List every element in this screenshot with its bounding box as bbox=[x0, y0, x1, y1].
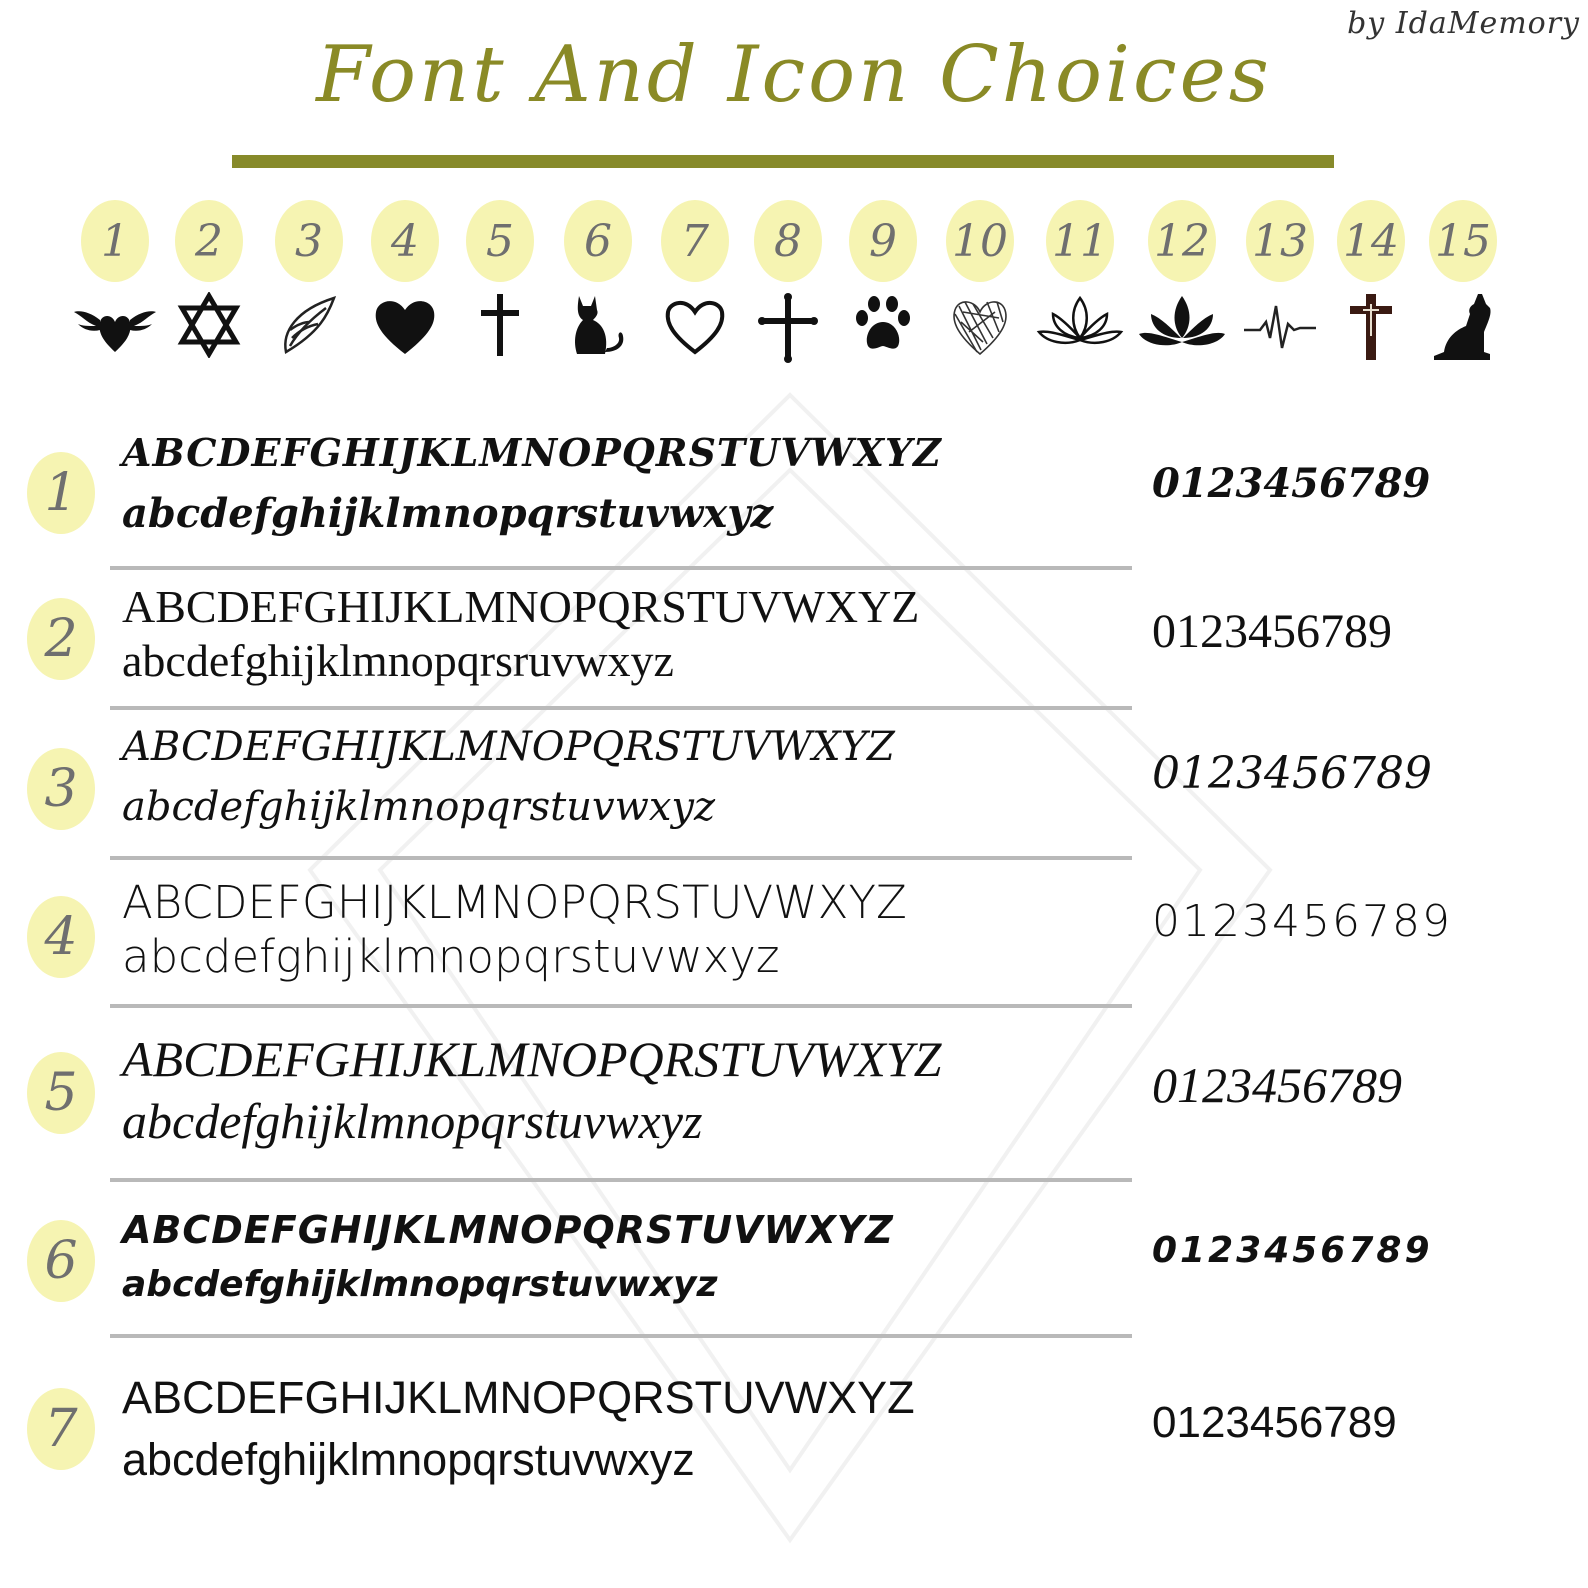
font-1-lowercase: abcdefghijklmnopqrstuvwxyz bbox=[122, 490, 774, 537]
byline: by IdaMemory bbox=[1347, 6, 1580, 41]
icon-number-badge: 7 bbox=[661, 200, 729, 282]
icon-choice-2[interactable] bbox=[164, 200, 254, 358]
font-7-uppercase: ABCDEFGHIJKLMNOPQRSTUVWXYZ bbox=[122, 1372, 915, 1423]
font-3-uppercase: ABCDEFGHIJKLMNOPQRSTUVWXYZ bbox=[122, 724, 895, 770]
lotus-outline-icon bbox=[1035, 292, 1125, 352]
icon-choice-12[interactable] bbox=[1137, 200, 1227, 352]
font-6-lowercase: abcdefghijklmnopqrstuvwxyz bbox=[122, 1264, 718, 1305]
icon-choice-7[interactable] bbox=[650, 200, 740, 358]
icon-choice-10[interactable] bbox=[935, 200, 1025, 358]
separator bbox=[110, 1178, 1132, 1182]
font-5-lowercase: abcdefghijklmnopqrstuvwxyz bbox=[122, 1093, 703, 1149]
font-number-badge: 4 bbox=[27, 896, 95, 978]
dog-icon bbox=[1430, 292, 1496, 362]
separator bbox=[110, 566, 1132, 570]
font-number-badge: 6 bbox=[27, 1220, 95, 1302]
icon-number-badge: 4 bbox=[371, 200, 439, 282]
icon-number-badge: 12 bbox=[1148, 200, 1216, 282]
crucifix-icon bbox=[1338, 292, 1404, 362]
font-3-digits: 0123456789 bbox=[1152, 748, 1432, 799]
heart-outline-icon bbox=[662, 292, 728, 358]
font-7-digits: 0123456789 bbox=[1152, 1398, 1397, 1447]
font-1-digits: 0123456789 bbox=[1152, 460, 1431, 507]
font-4-digits: 0123456789 bbox=[1152, 896, 1452, 947]
icon-choice-13[interactable] bbox=[1235, 200, 1325, 358]
font-5-uppercase: ABCDEFGHIJKLMNOPQRSTUVWXYZ bbox=[122, 1031, 942, 1087]
font-6-digits: 0123456789 bbox=[1152, 1230, 1433, 1271]
title-underline bbox=[232, 155, 1334, 168]
font-4-uppercase: ABCDEFGHIJKLMNOPQRSTUVWXYZ bbox=[122, 876, 907, 929]
font-2-uppercase: ABCDEFGHIJKLMNOPQRSTUVWXYZ bbox=[122, 581, 920, 632]
font-3-lowercase: abcdefghijklmnopqrstuvwxyz bbox=[122, 784, 716, 830]
font-2-lowercase: abcdefghijklmnopqrsruvwxyz bbox=[122, 635, 674, 686]
scribble-heart-icon bbox=[947, 292, 1013, 358]
icon-choice-11[interactable] bbox=[1035, 200, 1125, 352]
icon-number-badge: 15 bbox=[1429, 200, 1497, 282]
icon-number-badge: 9 bbox=[849, 200, 917, 282]
icon-number-badge: 2 bbox=[175, 200, 243, 282]
icon-choice-4[interactable] bbox=[360, 200, 450, 358]
cross-icon bbox=[467, 292, 533, 358]
cat-icon bbox=[565, 292, 631, 358]
font-number-badge: 3 bbox=[27, 748, 95, 830]
font-number-badge: 5 bbox=[27, 1052, 95, 1134]
icon-number-badge: 5 bbox=[466, 200, 534, 282]
font-4-lowercase: abcdefghijklmnopqrstuvwxyz bbox=[122, 930, 780, 983]
icon-choice-5[interactable] bbox=[455, 200, 545, 358]
font-6-uppercase: ABCDEFGHIJKLMNOPQRSTUVWXYZ bbox=[122, 1208, 894, 1252]
font-2-digits: 0123456789 bbox=[1152, 605, 1392, 658]
icon-choice-6[interactable] bbox=[553, 200, 643, 358]
icon-choice-1[interactable] bbox=[70, 200, 160, 358]
separator bbox=[110, 856, 1132, 860]
icon-choice-14[interactable] bbox=[1326, 200, 1416, 362]
separator bbox=[110, 1334, 1132, 1338]
icon-number-badge: 8 bbox=[754, 200, 822, 282]
icon-number-badge: 11 bbox=[1046, 200, 1114, 282]
font-number-badge: 2 bbox=[27, 598, 95, 680]
lotus-icon bbox=[1137, 292, 1227, 352]
icon-choice-8[interactable] bbox=[743, 200, 833, 364]
icon-number-badge: 1 bbox=[81, 200, 149, 282]
separator bbox=[110, 706, 1132, 710]
winged-heart-icon bbox=[72, 292, 158, 358]
angel-wing-icon bbox=[276, 292, 342, 358]
font-5-digits: 0123456789 bbox=[1152, 1057, 1402, 1113]
page-title: Font And Icon Choices bbox=[316, 30, 1272, 120]
ornate-cross-icon bbox=[755, 292, 821, 364]
icon-number-badge: 3 bbox=[275, 200, 343, 282]
font-number-badge: 1 bbox=[27, 452, 95, 534]
font-1-uppercase: ABCDEFGHIJKLMNOPQRSTUVWXYZ bbox=[122, 430, 942, 475]
icon-number-badge: 6 bbox=[564, 200, 632, 282]
icon-choice-9[interactable] bbox=[838, 200, 928, 358]
icon-choices bbox=[60, 200, 1530, 370]
separator bbox=[110, 1004, 1132, 1008]
heart-icon bbox=[372, 292, 438, 358]
icon-choice-15[interactable] bbox=[1418, 200, 1508, 362]
font-7-lowercase: abcdefghijklmnopqrstuvwxyz bbox=[122, 1434, 695, 1485]
heartbeat-icon bbox=[1242, 292, 1318, 358]
star-of-david-icon bbox=[176, 292, 242, 358]
paw-print-icon bbox=[850, 292, 916, 358]
icon-number-badge: 14 bbox=[1337, 200, 1405, 282]
icon-number-badge: 10 bbox=[946, 200, 1014, 282]
icon-number-badge: 13 bbox=[1246, 200, 1314, 282]
icon-choice-3[interactable] bbox=[264, 200, 354, 358]
font-number-badge: 7 bbox=[27, 1388, 95, 1470]
